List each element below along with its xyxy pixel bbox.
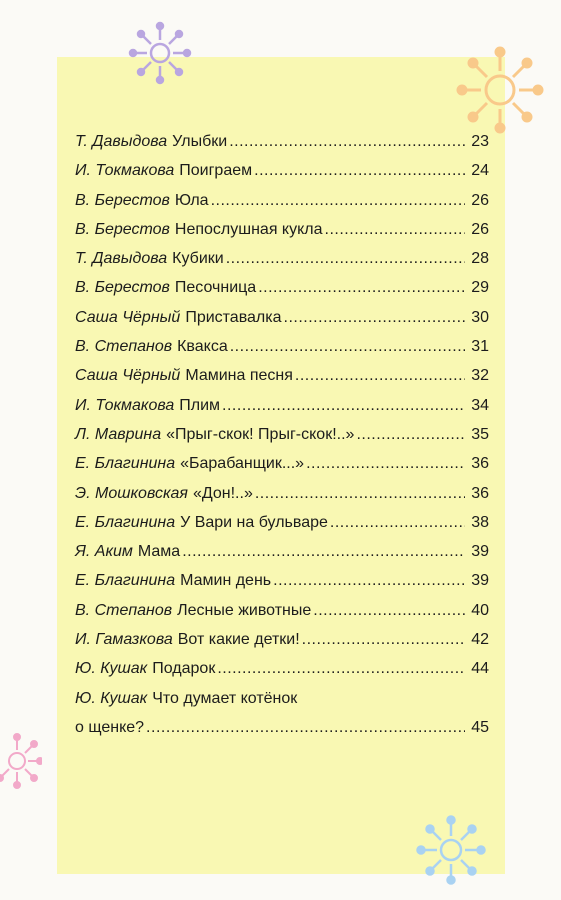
toc-title: «Дон!..» [192,484,253,502]
toc-title: Лесные животные [177,601,312,619]
toc-page-number: 32 [471,367,489,385]
toc-author: В. Степанов [75,601,173,619]
toc-entry[interactable] [75,133,489,162]
toc-leader [295,367,465,385]
toc-leader [229,133,465,151]
toc-author: Е. Благинина [75,455,176,473]
toc-page-number: 38 [471,513,489,531]
toc-title: У Вари на бульваре [180,513,328,531]
toc-page-number: 35 [471,425,489,443]
toc-entry[interactable] [75,485,489,514]
toc-leader [284,309,466,327]
flower-icon [125,18,195,88]
table-of-contents [75,133,489,748]
toc-title: Улыбки [172,133,228,150]
toc-author: В. Берестов [75,220,170,238]
toc-entry[interactable] [75,660,489,689]
toc-author: В. Степанов [75,338,173,356]
toc-page-number: 36 [471,484,489,502]
flower-icon [450,40,550,140]
toc-author: Т. Давыдова [75,250,168,268]
toc-entry[interactable] [75,602,489,631]
toc-leader [217,660,465,678]
toc-title-continued: о щенке? [75,718,145,736]
toc-author: Л. Маврина [75,425,162,443]
toc-entry[interactable] [75,455,489,484]
flower-icon [413,812,489,888]
toc-page-number: 31 [471,338,489,356]
toc-leader [254,162,465,180]
toc-page-number: 24 [471,162,489,180]
toc-author: И. Токмакова [75,162,175,180]
toc-author: Е. Благинина [75,572,176,590]
toc-leader [222,397,465,415]
toc-title: Вот какие детки! [177,631,300,649]
toc-leader [313,602,465,620]
toc-page-number: 28 [471,250,489,268]
toc-leader [306,455,465,473]
toc-author: Ю. Кушак [75,660,148,678]
toc-title: «Барабанщик...» [180,455,305,473]
toc-page-number: 39 [471,543,489,561]
toc-author: И. Гамазкова [75,631,173,649]
toc-entry-last-line1[interactable] [75,690,489,719]
toc-page-number: 26 [471,191,489,209]
toc-entry[interactable] [75,192,489,221]
toc-title: Юла [174,191,209,209]
toc-page-number: 34 [471,396,489,414]
toc-leader [146,719,465,737]
toc-leader [302,631,465,649]
toc-entry[interactable] [75,250,489,279]
toc-author: Ю. Кушак [75,689,148,707]
toc-page-number: 30 [471,308,489,326]
toc-title: Мамин день [180,572,272,590]
toc-leader [258,279,465,297]
toc-entry[interactable] [75,221,489,250]
toc-page-number: 23 [471,133,489,150]
toc-leader [255,485,465,503]
toc-leader [325,221,465,239]
toc-author: В. Берестов [75,191,170,209]
toc-title: Поиграем [179,162,253,180]
toc-entry[interactable] [75,426,489,455]
toc-author: В. Берестов [75,279,170,297]
toc-leader [182,543,465,561]
toc-entry[interactable] [75,367,489,396]
toc-title: «Прыг-скок! Прыг-скок!..» [166,425,355,443]
toc-leader [211,192,465,210]
flower-icon [0,728,42,794]
toc-leader [330,514,465,532]
toc-leader [226,250,465,268]
toc-page-number: 40 [471,601,489,619]
toc-title: Плим [179,396,221,414]
toc-author: Т. Давыдова [75,133,168,150]
toc-author: Я. Аким [75,543,133,561]
toc-leader [230,338,465,356]
toc-author: Саша Чёрный [75,367,181,385]
toc-entry[interactable] [75,309,489,338]
toc-page-number: 29 [471,279,489,297]
toc-title: Подарок [152,660,216,678]
toc-title: Кубики [172,250,224,268]
toc-page-number: 42 [471,631,489,649]
toc-title: Песочница [174,279,257,297]
toc-title: Мамина песня [185,367,293,385]
toc-entry[interactable] [75,572,489,601]
toc-entry[interactable] [75,338,489,367]
toc-title: Что думает котёнок [152,689,298,707]
toc-page-number: 26 [471,220,489,238]
toc-title: Квакса [177,338,228,356]
toc-entry-last-line2[interactable] [75,719,489,748]
toc-entry[interactable] [75,514,489,543]
toc-entry[interactable] [75,397,489,426]
toc-entry[interactable] [75,162,489,191]
toc-page-number: 39 [471,572,489,590]
toc-author: И. Токмакова [75,396,175,414]
toc-page-number: 45 [471,718,489,736]
toc-entry[interactable] [75,279,489,308]
toc-entry[interactable] [75,543,489,572]
toc-title: Непослушная кукла [174,220,323,238]
toc-author: Е. Благинина [75,513,176,531]
toc-leader [356,426,465,444]
toc-entry[interactable] [75,631,489,660]
toc-title: Приставалка [185,308,282,326]
toc-page-number: 44 [471,660,489,678]
toc-author: Саша Чёрный [75,308,181,326]
toc-page-number: 36 [471,455,489,473]
toc-author: Э. Мошковская [75,484,188,502]
toc-leader [273,572,465,590]
toc-title: Мама [137,543,181,561]
